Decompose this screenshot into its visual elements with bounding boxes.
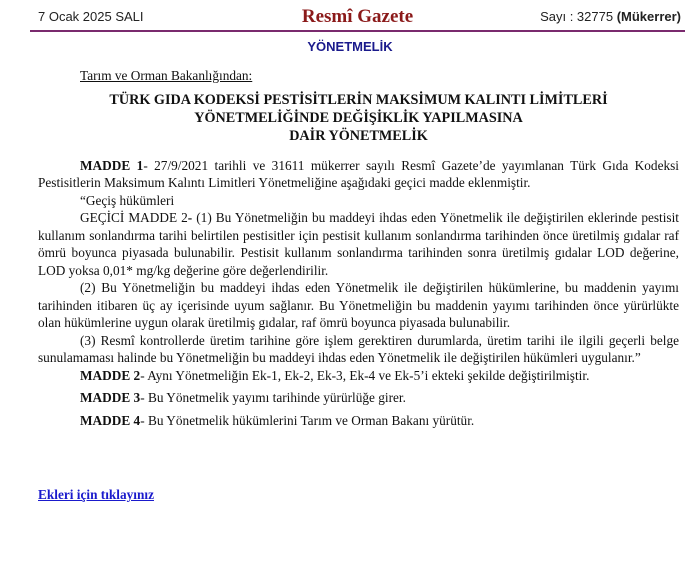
article-label: MADDE 2	[80, 367, 141, 383]
issue-number	[540, 9, 681, 24]
article-1	[38, 157, 679, 192]
annex-link[interactable]: Ekleri için tıklayınız	[38, 487, 154, 502]
provisional-article-label: GEÇİCİ MADDE 2	[80, 210, 188, 225]
provisional-article-p3: (3) Resmî kontrollerde üretim tarihine göre işlem gerektiren durumlarda, üretim tarihi ile ilgili geçerli belge sunulamaması halinde bu Yönetmeliğin bu maddeyi ihdas eden Yönetmelik ile değiştirilen hükümleri uygulanır.”	[38, 332, 679, 365]
paragraph-text: (1) Bu Yönetmeliğin bu maddeyi ihdas eden Yönetmelik ile değiştirilen eklerinde pestisit kullanım sonlandırma tarihi belirtilen pestisitler için pestisit kullanım sonlandırma tarihinden önce üretilmiş gıdalar raf ömrü boyunca piyasada bulunabilir. Pestisit kullanım sonlandırma tarihinden sonra üretilmiş gıdalar LOD değerine, LOD yoksa 0,01* mg/kg değerine göre değerlendirilir.	[38, 210, 679, 278]
article-4	[38, 412, 679, 430]
article-text: - Aynı Yönetmeliğin Ek-1, Ek-2, Ek-3, Ek-4 ve Ek-5’i ekteki şekilde değiştirilmiştir.	[140, 367, 590, 383]
article-text: - Bu Yönetmelik yayımı tarihinde yürürlüğe girer.	[140, 390, 406, 405]
regulation-title-line: YÖNETMELİĞİNDE DEĞİŞİKLİK YAPILMASINA	[194, 109, 523, 126]
article-label: MADDE 1	[80, 157, 144, 173]
gazette-header	[30, 0, 685, 32]
provisional-dash: -	[187, 210, 197, 225]
provisional-article-p1	[38, 209, 679, 279]
article-text: - 27/9/2021 tarihli ve 31611 mükerrer sayılı Resmî Gazete’de yayımlanan Türk Gıda Kodeksi Pestisitlerin Maksimum Kalıntı Limitleri Yönetmeliğine aşağıdaki geçici madde eklenmiştir.	[38, 157, 679, 190]
regulation-document	[38, 67, 679, 429]
transition-heading: “Geçiş hükümleri	[80, 192, 175, 208]
regulation-title	[38, 91, 679, 145]
issue-date: 7 Ocak 2025 SALI	[38, 9, 144, 24]
article-label: MADDE 3	[80, 390, 141, 405]
issue-repeat-badge: (Mükerrer)	[616, 9, 681, 24]
article-label: MADDE 4	[80, 412, 141, 428]
article-2	[38, 367, 679, 385]
ministry-name: Tarım ve Orman Bakanlığından:	[80, 68, 253, 83]
article-3	[38, 389, 679, 407]
article-text: - Bu Yönetmelik hükümlerini Tarım ve Orman Bakanı yürütür.	[140, 412, 475, 428]
section-title: YÖNETMELİK	[307, 39, 393, 54]
gazette-title: Resmî Gazete	[301, 6, 414, 27]
regulation-title-line: TÜRK GIDA KODEKSİ PESTİSİTLERİN MAKSİMUM KALINTI LİMİTLERİ	[109, 91, 608, 108]
provisional-article-p2: (2) Bu Yönetmeliğin bu maddeyi ihdas eden Yönetmelik ile değiştirilen hükümlerine, bu maddenin yayımı tarihinden itibaren üç ay içerisinde uyum sağlanır. Bu Yönetmeliğin bu maddenin yayımı tarihinden önce yürürlükte olan hükümlerine uygun olarak üretilmiş gıdalar, raf ömrü boyunca piyasada bulunabilir.	[38, 280, 679, 330]
issue-number-label: Sayı : 32775	[540, 9, 617, 24]
regulation-title-line: DAİR YÖNETMELİK	[289, 127, 428, 144]
